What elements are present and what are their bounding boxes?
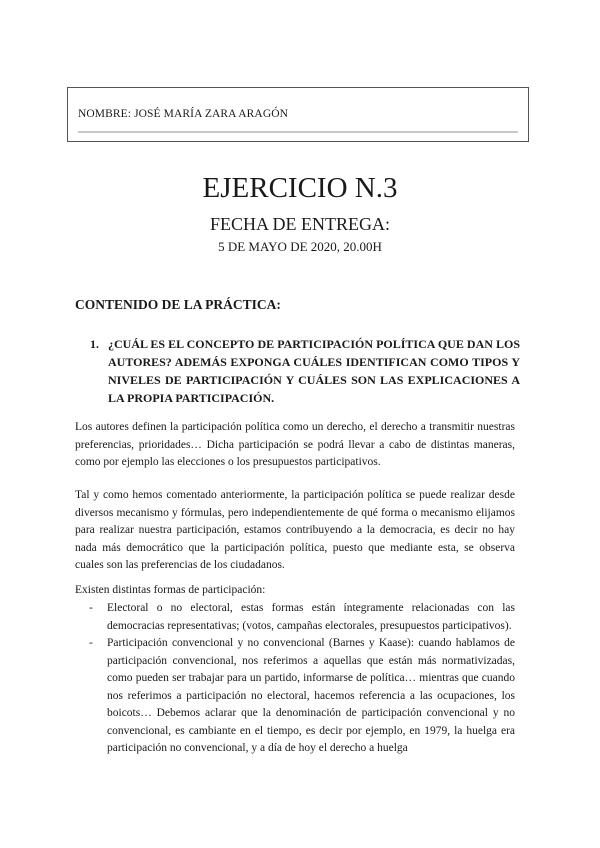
- paragraph-2: Tal y como hemos comentado anteriormente, la participación política se puede realizar desde diversos mecanismo y fórmulas, pero independientemente de qué forma o mecanismo elijamos para realizar nuestra participación, estamos contribuyendo a la democracia, es decir no hay nada más democrático que la participación política, puesto que mediante esta, se observa cuales son las preferencias de los ciudadanos.: [75, 489, 515, 571]
- dash-marker: -: [89, 637, 93, 649]
- due-date-heading: FECHA DE ENTREGA:: [210, 214, 390, 234]
- student-name: NOMBRE: JOSÉ MARÍA ZARA ARAGÓN: [78, 108, 289, 120]
- paragraph-1: Los autores definen la participación política como un derecho, el derecho a transmitir nuestras preferencias, prioridades… Dicha participación se podrá llevar a cabo de distintas maneras, como por ejemplo las elecciones o los presupuestos participativos.: [75, 421, 515, 468]
- name-box: [67, 87, 529, 142]
- list-item: [75, 600, 515, 635]
- name-underline: [78, 131, 518, 133]
- paragraph-3: Existen distintas formas de participación:: [75, 584, 266, 596]
- list-item-text: Electoral o no electoral, estas formas están íntegramente relacionadas con las democracias representativas; (votos, campañas electorales, presupuestos participativos).: [107, 602, 515, 632]
- question-number: 1.: [90, 337, 99, 351]
- list-item: [75, 635, 515, 758]
- participation-forms-list: [75, 600, 515, 758]
- due-date: 5 DE MAYO DE 2020, 20.00H: [218, 239, 382, 254]
- question-text: ¿CUÁL ES EL CONCEPTO DE PARTICIPACIÓN POLÍTICA QUE DAN LOS AUTORES? ADEMÁS EXPONGA CUÁLES IDENTIFICAN COMO TIPOS Y NIVELES DE PARTICIPACIÓN Y CUÁLES SON LAS EXPLICACIONES A LA PROPIA PARTICIPACIÓN.: [108, 337, 520, 405]
- section-heading: CONTENIDO DE LA PRÁCTICA:: [75, 297, 281, 312]
- exercise-title: EJERCICIO N.3: [202, 172, 398, 204]
- question-1: [90, 335, 520, 407]
- list-item-text: Participación convencional y no convencional (Barnes y Kaase): cuando hablamos de participación convencional, nos referimos a aquellas que están más normativizadas, como pueden ser trabajar para un partido, informarse de política… mientras que cuando nos referimos a participación no electoral, hacemos referencia a las ocupaciones, los boicots… Debemos aclarar que la denominación de participación convencional y no convencional, es cambiante en el tiempo, es decir por ejemplo, en 1979, la huelga era participación no convencional, y a día de hoy el derecho a huelga: [107, 637, 515, 754]
- dash-marker: -: [89, 602, 93, 614]
